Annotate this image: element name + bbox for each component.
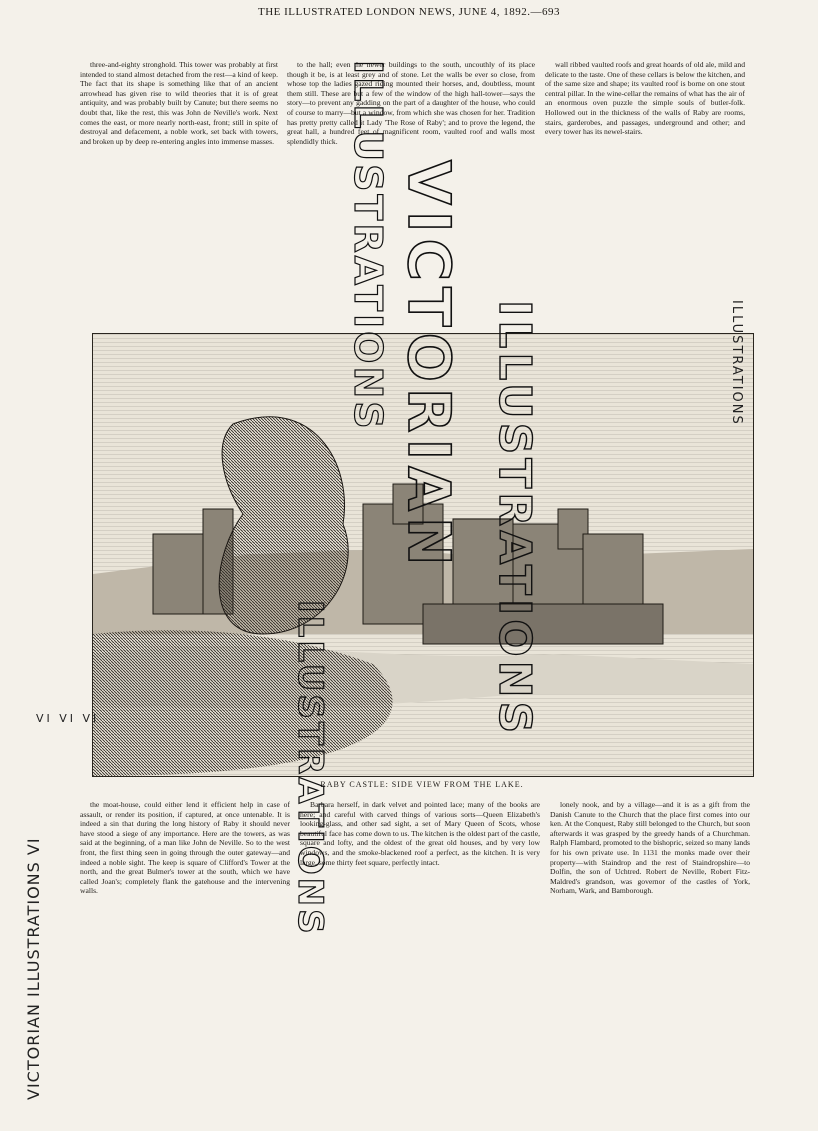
watermark-illustrations-lower: ILLUSTRATIONS [290, 600, 330, 937]
watermark-victorian: VICTORIAN [395, 160, 463, 572]
engraving-caption: RABY CASTLE: SIDE VIEW FROM THE LAKE. [320, 780, 524, 789]
text-column-6 [550, 800, 750, 1120]
text-column-5 [300, 800, 540, 1120]
page-header: THE ILLUSTRATED LONDON NEWS, JUNE 4, 1892.—693 [258, 6, 560, 18]
paragraph: three-and-eighty stronghold. This tower was probably at first intended to stand almost detached from the rest—a kind of keep. The fact that its shape is something like that of an ancient arrowhead has given rise to wild theories that it is of great antiquity, and was probably built by Canute; but there seems no doubt that, like the rest, this was John de Neville's work. Next comes the east, or more nearly north-east, front; still in spite of destroyal and defacement, a noble work, set back with towers, and broken up by deep re-entering angles into immense masses. [80, 60, 278, 146]
text-column-4 [80, 800, 290, 1120]
watermark-illustrations-upper: ILLUSTRATIONS [346, 60, 390, 432]
text-column-1 [80, 60, 278, 330]
watermark-vi-marks: VI VI VI [36, 712, 100, 725]
paragraph: Barbara herself, in dark velvet and pointed lace; many of the books are here; and careful with carved things of various sorts—Queen Elizabeth's looking-glass, and other sad sight, a set of Mary Queen of Scots, whose beautiful face has come down to us. The kitchen is the oldest part of the castle, square and lofty, and the oldest of the great old houses, and by very low windows, and the smoke-blackened roof a perfect, as the kitchen. It is very large, some thirty feet square, perfectly intact. [300, 800, 540, 867]
paragraph: lonely nook, and by a village—and it is as a gift from the Danish Canute to the Church that the place first comes into our ken. At the Conquest, Raby still belonged to the Church, but soon afterwards it was grasped by the greedy hands of a Churchman. Ralph Flambard, promoted to the bishopric, seized so many lands for his own private use. In 1131 the monks made over their property—with Staindrop and the rest of Staindropshire—to Dolfin, the son of Uchtred. Robert de Neville, Robert Fitz-Maldred's grandson, was governor of the castles of York, Norham, Wark, and Bamborough. [550, 800, 750, 896]
watermark-right-text: ILLUSTRATIONS [729, 300, 744, 426]
paragraph: wall ribbed vaulted roofs and great hoards of old ale, mild and delicate to the taste. One of these cellars is below the kitchen, and of the same size and shape; its vaulted roof is borne on one stout central pillar. In the wine-cellar the remains of what has the air of an enormous oven puzzle the simple souls of butler-folk. Hollowed out in the thickness of the walls of Raby are rooms, stairs, garderobes, and passages, underground and other; and every tower has its newel-stairs. [545, 60, 745, 137]
watermark-side-text: VICTORIAN ILLUSTRATIONS VI [24, 837, 43, 1100]
paragraph: to the hall; even the newer buildings to the south, uncouthly of its place though it be, is at least grey and of stone. Let the walls be ever so close, from whose top the ladies gazed riding mounted their horses, and, doubtless, mount them still. These are but a few of the window of the high hall-tower—says the story—to prevent any gadding on the part of a daughter of the house, who could of course to marry—but a window, from which she was chosen for her. Tradition has pretty pretty called it Lady 'The Rose of Raby'; and to prove the legend, the great hall, a hundred feet of magnificent room, vaulted roof and walls most splendidly thick. [287, 60, 535, 146]
paragraph: the moat-house, could either lend it efficient help in case of assault, or render its position, if captured, at once untenable. It is indeed a sin that during the long history of Raby it should never have stood a siege of any importance. Here are the towers, as was said at the beginning, of a man like John de Neville. So to the west front, the first thing seen in going through the outer gateway—and indeed a noble sight. The keep is square of Clifford's Tower at the north, and the great Bulmer's tower at the south, which we have called Joan's; completely flank the gatehouse and the intervening walls. [80, 800, 290, 896]
text-column-3 [545, 60, 745, 330]
watermark-illustrations: ILLUSTRATIONS [489, 300, 540, 738]
